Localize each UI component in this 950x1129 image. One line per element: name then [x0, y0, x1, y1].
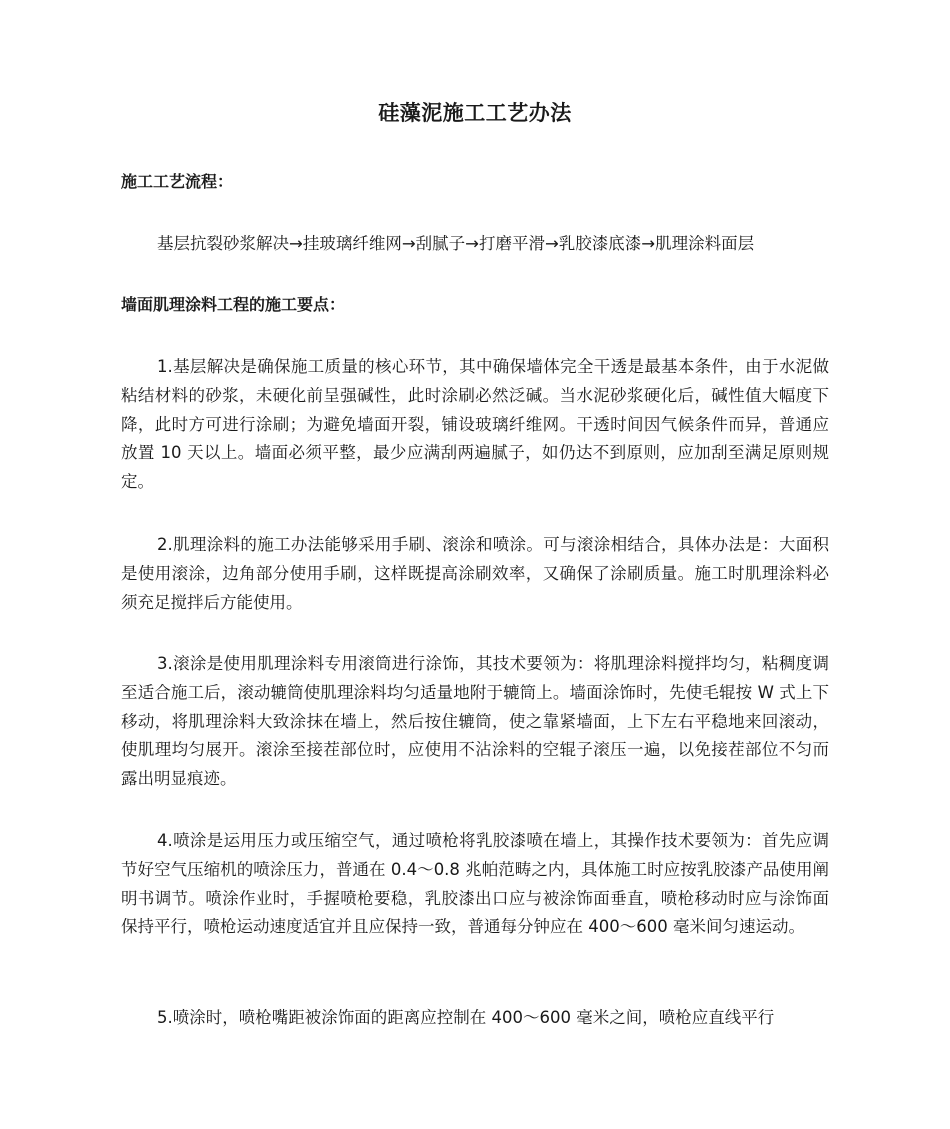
paragraph-4: 4.喷涂是运用压力或压缩空气，通过喷枪将乳胶漆喷在墙上，其操作技术要领为：首先应调节好空气压缩机的喷涂压力，普通在 0.4～0.8 兆帕范畴之内，具体施工时应按乳胶漆产品使用阐明书调节。喷涂作业时，手握喷枪要稳，乳胶漆出口应与被涂饰面垂直，喷枪移动时应与涂饰面保持平行，喷枪运动速度适宜并且应保持一致，普通每分钟应在 400～600 毫米间匀速运动。	[121, 831, 829, 937]
process-flow: 基层抗裂砂浆解决→挂玻璃纤维网→刮腻子→打磨平滑→乳胶漆底漆→肌理涂料面层	[157, 234, 755, 253]
paragraph-5: 5.喷涂时，喷枪嘴距被涂饰面的距离应控制在 400～600 毫米之间，喷枪应直线平行	[157, 1008, 775, 1027]
paragraph-3: 3.滚涂是使用肌理涂料专用滚筒进行涂饰，其技术要领为：将肌理涂料搅拌均匀，粘稠度调至适合施工后，滚动辘筒使肌理涂料均匀适量地附于辘筒上。墙面涂饰时，先使毛辊按 W 式上下移动，将肌理涂料大致涂抹在墙上，然后按住辘筒，使之靠紧墙面，上下左右平稳地来回滚动，使肌理均匀展开。滚涂至接茬部位时，应使用不沾涂料的空辊子滚压一遍，以免接茬部位不匀而露出明显痕迹。	[121, 654, 829, 789]
paragraph-2: 2.肌理涂料的施工办法能够采用手刷、滚涂和喷涂。可与滚涂相结合，具体办法是：大面积是使用滚涂，边角部分使用手刷，这样既提高涂刷效率，又确保了涂刷质量。施工时肌理涂料必须充足搅拌后方能使用。	[121, 535, 829, 612]
paragraph-1: 1.基层解决是确保施工质量的核心环节，其中确保墙体完全干透是最基本条件，由于水泥做粘结材料的砂浆，未硬化前呈强碱性，此时涂刷必然泛碱。当水泥砂浆硬化后，碱性值大幅度下降，此时方可进行涂刷；为避免墙面开裂，铺设玻璃纤维网。干透时间因气候条件而异，普通应放置 10 天以上。墙面必须平整，最少应满刮两遍腻子，如仍达不到原则，应加刮至满足原则规定。	[121, 357, 829, 492]
document-title: 硅藻泥施工工艺办法	[378, 101, 572, 125]
section-heading-key-points: 墙面肌理涂料工程的施工要点：	[121, 295, 346, 314]
section-heading-process: 施工工艺流程：	[121, 172, 234, 191]
